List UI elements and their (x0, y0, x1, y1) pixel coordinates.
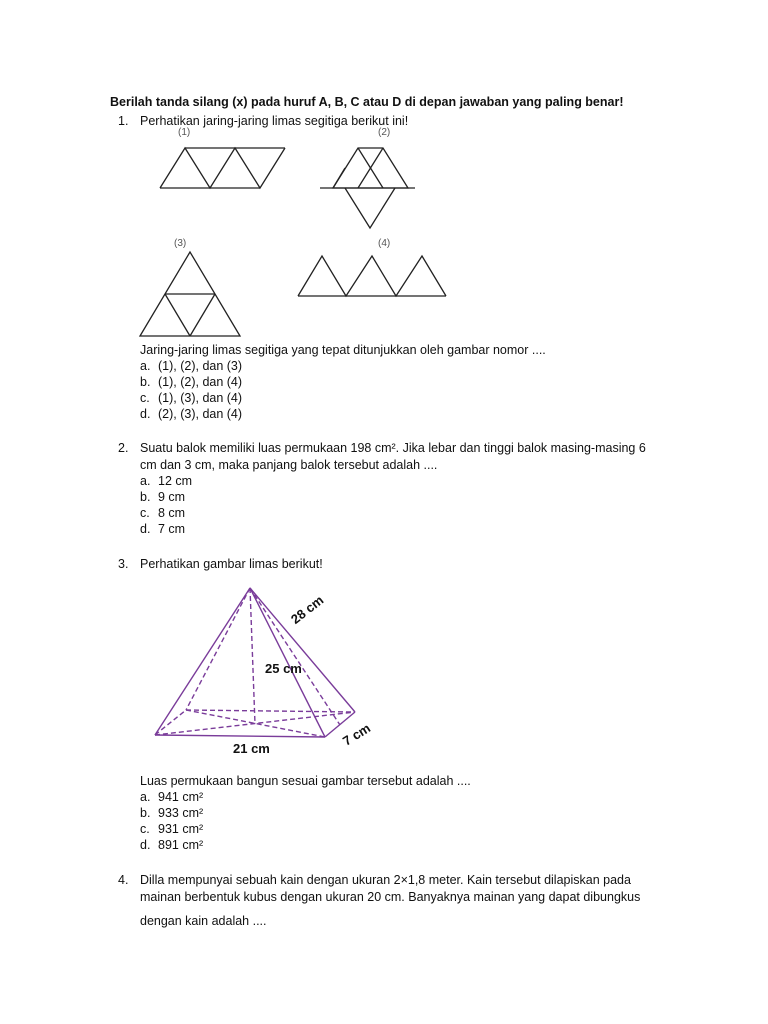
q3-width-label: 7 cm (340, 720, 374, 749)
q3-prompt: Perhatikan gambar limas berikut! (140, 557, 323, 571)
q1-option-b: b. (1), (2), dan (4) (140, 375, 243, 389)
q1-option-a: a. (1), (2), dan (3) (140, 359, 243, 373)
q2-option-c: c. 8 cm (140, 506, 186, 520)
q4-line-2: mainan berbentuk kubus dengan ukuran 20 cm. Banyaknya mainan yang dapat dibungkus (140, 890, 641, 904)
q3-option-d: d. 891 cm² (140, 838, 204, 852)
q2-line-1: Suatu balok memiliki luas permukaan 198 cm². Jika lebar dan tinggi balok masing-masing 6 (140, 441, 646, 455)
q1-question: Jaring-jaring limas segitiga yang tepat ditunjukkan oleh gambar nomor .... (140, 343, 546, 357)
q1-number: 1. (118, 114, 129, 128)
q2-option-a: a. 12 cm (140, 474, 193, 488)
q1-figure-label-1: (1) (178, 127, 191, 138)
q3-option-b: b. 933 cm² (140, 806, 204, 820)
q2-number: 2. (118, 441, 129, 455)
q4-line-3: dengan kain adalah .... (140, 914, 267, 928)
q1-figure-label-3: (3) (174, 238, 187, 249)
q2-option-b: b. 9 cm (140, 490, 186, 504)
q1-prompt: Perhatikan jaring-jaring limas segitiga berikut ini! (140, 114, 409, 128)
q4-number: 4. (118, 873, 129, 887)
q3-number: 3. (118, 557, 129, 571)
instruction-text: Berilah tanda silang (x) pada huruf A, B, C atau D di depan jawaban yang paling benar! (110, 95, 624, 109)
q1-figure-label-4: (4) (378, 238, 391, 249)
q3-base-length-label: 21 cm (233, 741, 270, 756)
q3-option-c: c. 931 cm² (140, 822, 204, 836)
q2-line-2: cm dan 3 cm, maka panjang balok tersebut adalah .... (140, 458, 438, 472)
q4-line-1: Dilla mempunyai sebuah kain dengan ukuran 2×1,8 meter. Kain tersebut dilapiskan pada (140, 873, 631, 887)
q3-height-label: 25 cm (265, 661, 302, 676)
q2-option-d: d. 7 cm (140, 522, 186, 536)
q1-figure-label-2: (2) (378, 127, 391, 138)
q3-slant-label: 28 cm (288, 592, 327, 627)
q3-option-a: a. 941 cm² (140, 790, 204, 804)
q1-option-d: d. (2), (3), dan (4) (140, 407, 243, 421)
q3-question: Luas permukaan bangun sesuai gambar tersebut adalah .... (140, 774, 471, 788)
q1-option-c: c. (1), (3), dan (4) (140, 391, 243, 405)
